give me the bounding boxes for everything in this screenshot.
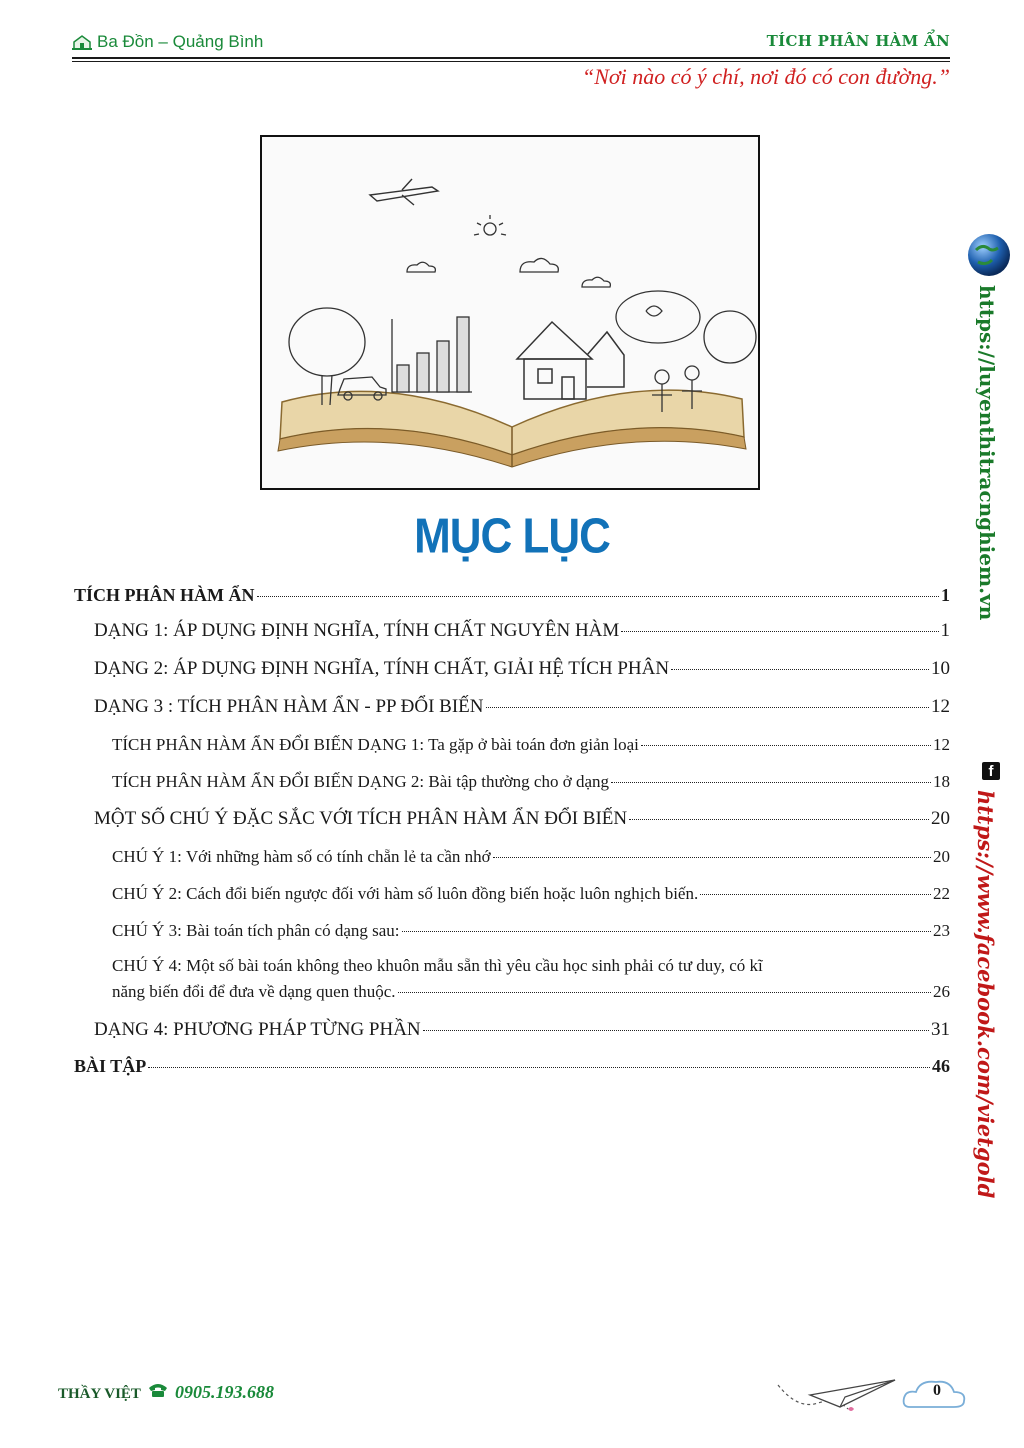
- paper-plane-cloud-icon: [770, 1365, 990, 1425]
- toc-entry[interactable]: [74, 612, 950, 650]
- toc-entry-label: BÀI TẬP: [74, 1049, 146, 1083]
- toc-leader: [611, 782, 931, 783]
- toc-leader: [493, 857, 931, 858]
- toc-leader: [671, 669, 929, 670]
- toc-entry-label: DẠNG 3 : TÍCH PHÂN HÀM ẨN - PP ĐỔI BIẾN: [94, 688, 484, 726]
- toc-leader: [700, 894, 931, 895]
- location-text: Ba Đồn – Quảng Bình: [97, 32, 264, 51]
- header-rule-thin: [72, 61, 950, 62]
- toc-entry[interactable]: [74, 1049, 950, 1083]
- toc-entry[interactable]: [74, 726, 950, 763]
- toc-entry-label: TÍCH PHÂN HÀM ẨN ĐỔI BIẾN DẠNG 1: Ta gặp ở bài toán đơn giản loại: [112, 726, 639, 763]
- toc-leader: [423, 1030, 929, 1031]
- toc-leader: [148, 1067, 930, 1068]
- toc-entry[interactable]: [74, 838, 950, 875]
- toc-entry-label: TÍCH PHÂN HÀM ẨN: [74, 578, 255, 612]
- toc-leader: [641, 745, 931, 746]
- toc-entry[interactable]: [74, 953, 950, 1005]
- toc-entry-page: 26: [933, 982, 950, 1001]
- header-rule: [72, 57, 950, 59]
- toc-heading: MỤC LỤC: [414, 509, 610, 564]
- toc-entry-page: 12: [933, 735, 950, 754]
- toc-entry-label: TÍCH PHÂN HÀM ẨN ĐỔI BIẾN DẠNG 2: Bài tập thường cho ở dạng: [112, 763, 609, 800]
- toc-leader: [402, 931, 931, 932]
- toc-entry-page: 20: [933, 847, 950, 866]
- facebook-icon: f: [982, 762, 1000, 780]
- toc-entry-page: 12: [931, 696, 950, 717]
- toc-leader: [398, 992, 932, 993]
- website-link[interactable]: https://luyenthitracnghiem.vn: [975, 285, 999, 621]
- toc-leader: [629, 819, 929, 820]
- facebook-link[interactable]: https://www.facebook.com/vietgold: [973, 790, 998, 1199]
- toc-entry-page: 46: [932, 1056, 950, 1076]
- toc-entry[interactable]: [74, 763, 950, 800]
- toc-entry-label: DẠNG 2: ÁP DỤNG ĐỊNH NGHĨA, TÍNH CHẤT, GIẢI HỆ TÍCH PHÂN: [94, 650, 669, 688]
- toc-entry-label: CHÚ Ý 3: Bài toán tích phân có dạng sau:: [112, 912, 400, 949]
- footer-contact: [58, 1382, 274, 1403]
- doc-title: TÍCH PHÂN HÀM ẨN: [766, 32, 950, 50]
- toc-leader: [621, 631, 938, 632]
- toc-entry-page: 10: [931, 658, 950, 679]
- toc-entry-page: 1: [940, 620, 950, 641]
- toc-entry-label: DẠNG 1: ÁP DỤNG ĐỊNH NGHĨA, TÍNH CHẤT NGUYÊN HÀM: [94, 612, 619, 650]
- toc-entry-page: 23: [933, 921, 950, 940]
- toc-entry-label: MỘT SỐ CHÚ Ý ĐẶC SẮC VỚI TÍCH PHÂN HÀM ẨN ĐỔI BIẾN: [94, 800, 627, 838]
- phone-number: 0905.193.688: [174, 1382, 274, 1402]
- toc-leader: [257, 596, 940, 597]
- globe-icon: [966, 232, 1012, 278]
- toc-entry[interactable]: [74, 578, 950, 612]
- toc-entry-label: CHÚ Ý 1: Với những hàm số có tính chẵn lẻ ta cần nhớ: [112, 838, 491, 875]
- book-illustration: [260, 135, 760, 490]
- toc-entry-page: 18: [933, 772, 950, 791]
- page-number: 0: [933, 1382, 941, 1399]
- table-of-contents: [74, 578, 950, 1083]
- header-location: [72, 32, 263, 52]
- toc-entry[interactable]: [74, 800, 950, 838]
- motto: “Nơi nào có ý chí, nơi đó có con đường.”: [581, 64, 950, 89]
- toc-entry[interactable]: [74, 1011, 950, 1049]
- toc-entry[interactable]: [74, 912, 950, 949]
- phone-icon: [147, 1382, 169, 1398]
- toc-entry-label: DẠNG 4: PHƯƠNG PHÁP TỪNG PHẦN: [94, 1011, 421, 1049]
- toc-entry-page: 1: [941, 585, 950, 605]
- toc-entry-page: 22: [933, 884, 950, 903]
- toc-entry-page: 31: [931, 1019, 950, 1040]
- toc-entry-label: CHÚ Ý 2: Cách đổi biến ngược đối với hàm số luôn đồng biến hoặc luôn nghịch biến.: [112, 875, 698, 912]
- toc-leader: [486, 707, 929, 708]
- toc-entry[interactable]: [74, 688, 950, 726]
- toc-entry-label: CHÚ Ý 4: Một số bài toán không theo khuôn mẫu sẵn thì yêu cầu học sinh phải có tư duy, có kĩ: [112, 956, 763, 975]
- toc-entry[interactable]: [74, 650, 950, 688]
- toc-entry-label-continued: năng biến đổi để đưa về dạng quen thuộc.: [112, 982, 396, 1001]
- teacher-name: THẦY VIỆT: [58, 1386, 141, 1402]
- toc-entry-page: 20: [931, 808, 950, 829]
- toc-entry[interactable]: [74, 875, 950, 912]
- home-icon: [72, 34, 92, 50]
